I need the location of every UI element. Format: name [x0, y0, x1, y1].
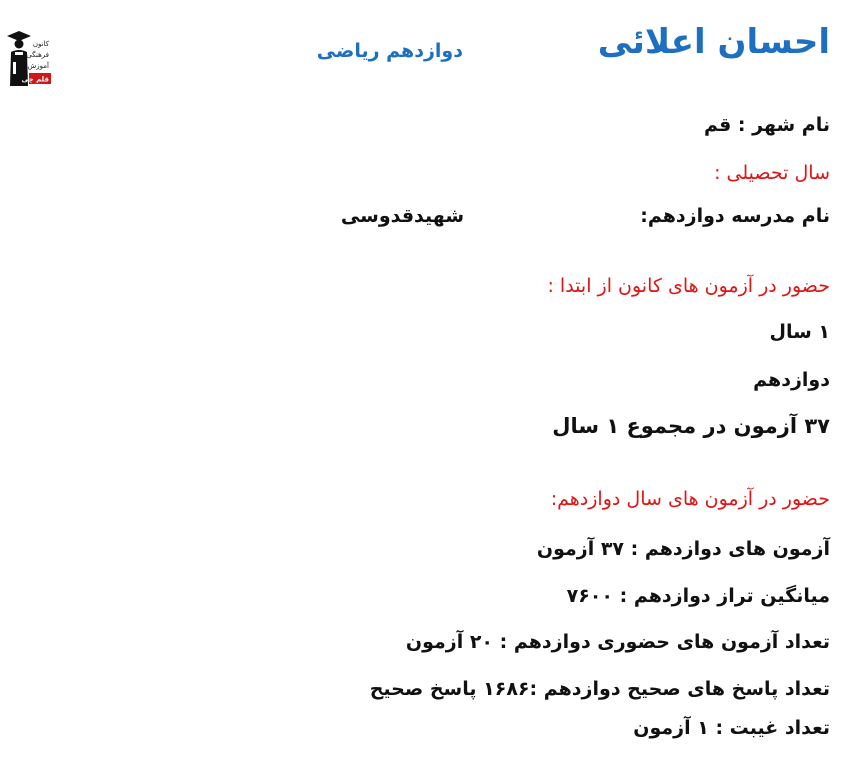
academic-year-label: سال تحصیلی : — [714, 162, 830, 184]
grade12-absences: تعداد غیبت : ۱ آزمون — [633, 717, 830, 739]
grade12-avg-taraz: میانگین تراز دوازدهم : ۷۶۰۰ — [566, 585, 830, 607]
history-years: ۱ سال — [769, 321, 830, 343]
history-grade: دوازدهم — [753, 369, 830, 391]
grade12-exams: آزمون های دوازدهم : ۳۷ آزمون — [536, 538, 830, 560]
grade12-correct-answers: تعداد پاسخ های صحیح دوازدهم :۱۶۸۶ پاسخ صحیح — [369, 678, 830, 700]
school-label: نام مدرسه دوازدهم: — [640, 205, 830, 227]
city-line: نام شهر : قم — [703, 114, 830, 136]
student-name: احسان اعلائی — [597, 22, 830, 62]
history-heading: حضور در آزمون های کانون از ابتدا : — [547, 275, 830, 297]
logo-text-2: فرهنگی — [26, 51, 49, 59]
grade12-in-person: تعداد آزمون های حضوری دوازدهم : ۲۰ آزمون — [405, 631, 830, 653]
school-value: شهیدقدوسی — [340, 205, 464, 227]
grade-field: دوازدهم ریاضی — [316, 40, 463, 62]
logo-text-1: کانون — [32, 40, 49, 48]
history-total: ۳۷ آزمون در مجموع ۱ سال — [552, 414, 830, 438]
logo-text-4: قلم چی — [21, 75, 49, 84]
logo-text-3: آموزش — [27, 62, 49, 70]
grade12-heading: حضور در آزمون های سال دوازدهم: — [550, 488, 830, 510]
kanoon-logo — [5, 22, 51, 88]
